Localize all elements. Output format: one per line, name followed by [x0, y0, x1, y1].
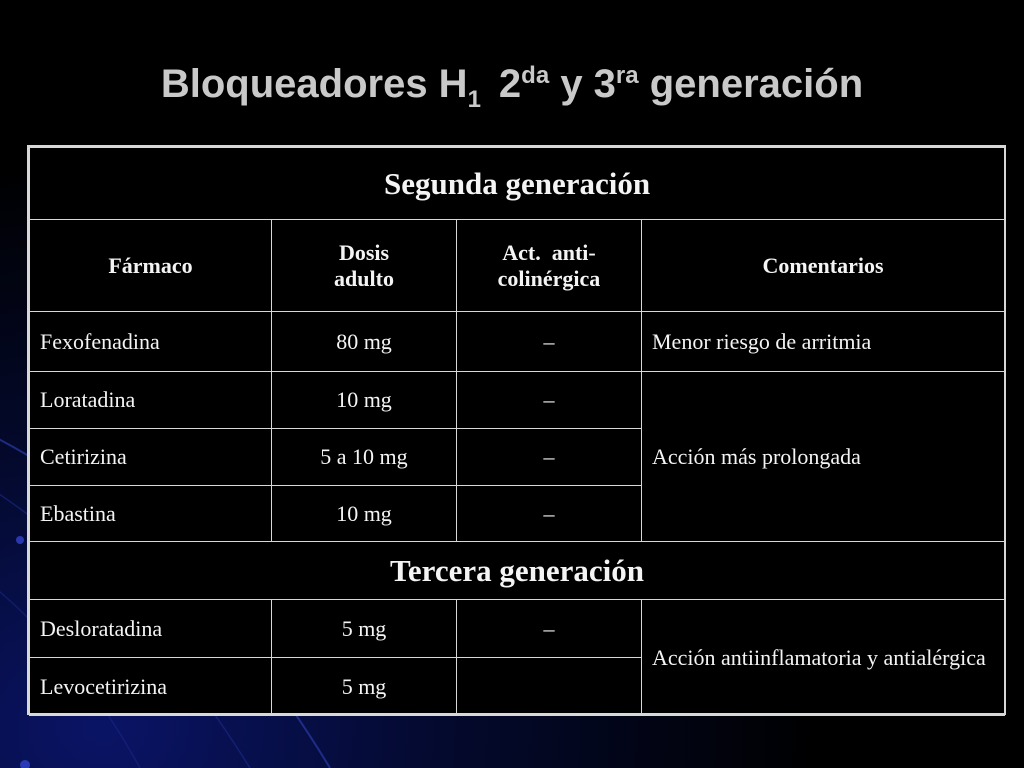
section-third-generation: Tercera generación	[30, 542, 1005, 600]
drug-name: Cetirizina	[30, 429, 272, 486]
drug-dose: 5 a 10 mg	[272, 429, 457, 486]
column-header-row	[30, 220, 1005, 312]
drug-anticholinergic: –	[457, 372, 642, 429]
drug-anticholinergic: –	[457, 429, 642, 486]
drug-comment: Menor riesgo de arritmia	[642, 312, 1005, 372]
title-gen2: 2	[498, 62, 522, 106]
drug-dose: 5 mg	[272, 600, 457, 658]
slide-title	[0, 56, 1024, 118]
antihistamine-table-container	[27, 145, 1006, 715]
decor-dot	[20, 760, 30, 768]
title-gen3-superscript: ra	[615, 62, 639, 89]
section-header-row	[30, 542, 1005, 600]
drug-name: Fexofenadina	[30, 312, 272, 372]
section-header-row	[30, 148, 1005, 220]
table-row	[30, 600, 1005, 658]
title-main: Bloqueadores H	[160, 62, 468, 106]
drug-anticholinergic: –	[457, 312, 642, 372]
section-second-generation: Segunda generación	[30, 148, 1005, 220]
header-act-line2: colinérgica	[497, 265, 601, 291]
header-dose-line1: Dosis	[338, 239, 390, 265]
drug-anticholinergic: –	[457, 600, 642, 658]
drug-name: Loratadina	[30, 372, 272, 429]
drug-anticholinergic	[457, 658, 642, 716]
drug-dose: 10 mg	[272, 486, 457, 542]
drug-name: Desloratadina	[30, 600, 272, 658]
table-row	[30, 312, 1005, 372]
title-tail: generación	[649, 62, 864, 106]
drug-dose: 10 mg	[272, 372, 457, 429]
antihistamine-table	[29, 147, 1005, 716]
drug-name: Ebastina	[30, 486, 272, 542]
header-act-line1: Act. anti-	[502, 239, 596, 265]
header-comments: Comentarios	[642, 220, 1005, 312]
drug-name: Levocetirizina	[30, 658, 272, 716]
header-dose	[272, 220, 457, 312]
drug-comment-merged: Acción antiinflamatoria y antialérgica	[642, 600, 1005, 716]
table-row	[30, 372, 1005, 429]
drug-dose: 5 mg	[272, 658, 457, 716]
title-h-subscript: 1	[467, 86, 481, 113]
drug-anticholinergic: –	[457, 486, 642, 542]
drug-comment-merged: Acción más prolongada	[642, 372, 1005, 542]
header-anticholinergic	[457, 220, 642, 312]
title-connector: y 3	[560, 62, 616, 106]
header-drug: Fármaco	[30, 220, 272, 312]
decor-dot	[16, 536, 24, 544]
drug-dose: 80 mg	[272, 312, 457, 372]
header-dose-line2: adulto	[334, 265, 394, 291]
title-gen2-superscript: da	[521, 62, 550, 89]
